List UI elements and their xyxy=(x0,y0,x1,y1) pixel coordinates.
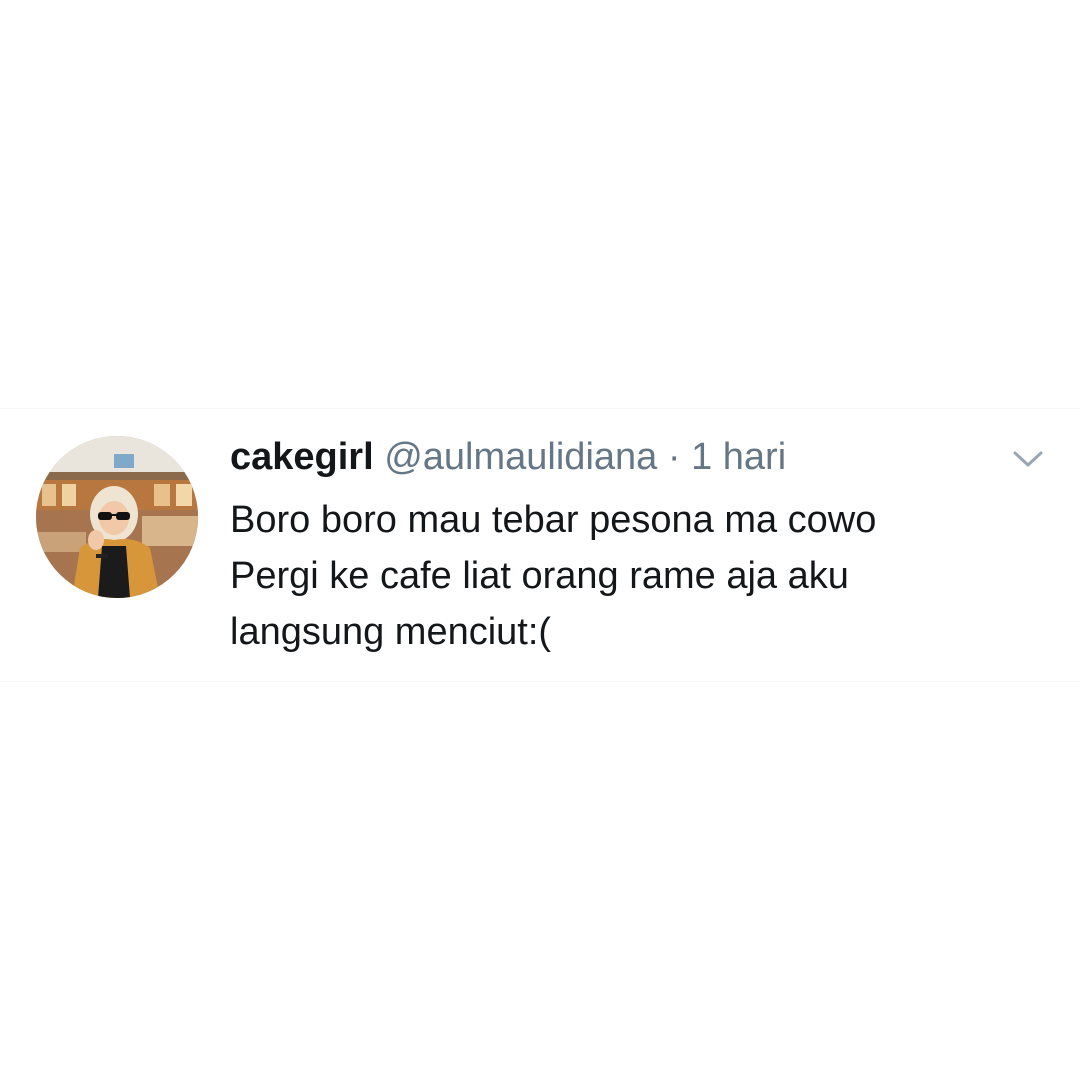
tweet-text xyxy=(230,492,1010,660)
tweet-card[interactable] xyxy=(0,408,1080,682)
tweet-text-line: langsung menciut:( xyxy=(230,611,552,653)
tweet-text-line: Boro boro mau tebar pesona ma cowo xyxy=(230,499,877,541)
separator: · xyxy=(667,436,681,478)
timestamp[interactable]: 1 hari xyxy=(691,436,787,478)
tweet-header xyxy=(230,435,786,479)
display-name[interactable]: cakegirl xyxy=(230,436,374,478)
tweet-text-line: Pergi ke cafe liat orang rame aja aku xyxy=(230,555,849,597)
chevron-down-icon[interactable] xyxy=(1010,447,1046,471)
avatar-photo xyxy=(36,436,198,598)
user-handle[interactable]: @aulmaulidiana xyxy=(384,436,658,478)
avatar[interactable] xyxy=(36,436,198,598)
